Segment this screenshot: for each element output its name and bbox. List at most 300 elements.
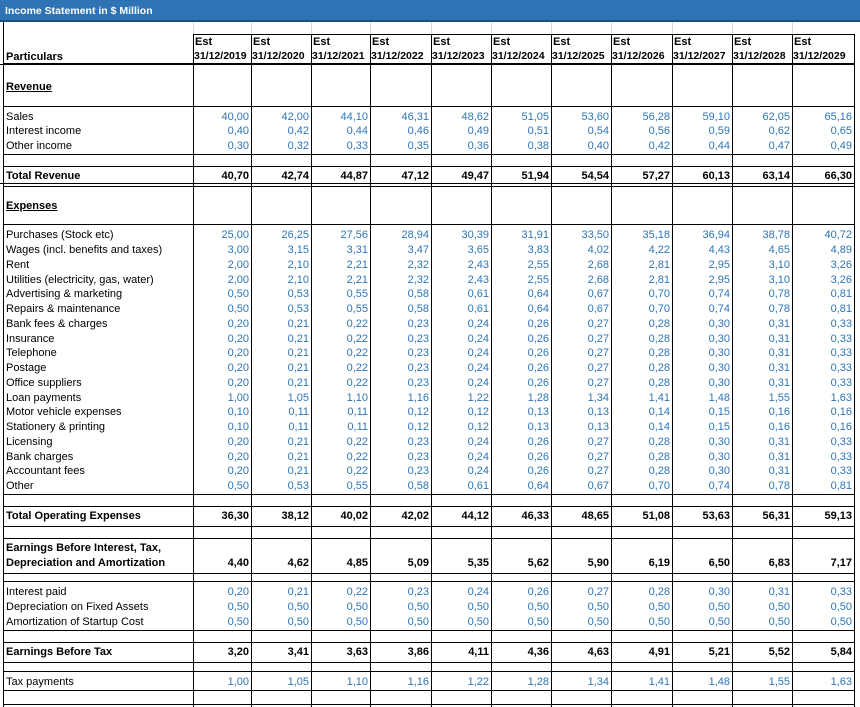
value-cell[interactable]: 42,74 bbox=[281, 170, 309, 182]
value-cell[interactable]: 0,23 bbox=[407, 377, 429, 389]
value-cell[interactable]: 2,10 bbox=[287, 274, 309, 286]
value-cell[interactable]: 0,58 bbox=[407, 303, 429, 315]
value-cell[interactable]: 60,13 bbox=[702, 170, 730, 182]
value-cell[interactable]: 26,25 bbox=[281, 229, 309, 241]
value-cell[interactable]: 0,50 bbox=[648, 616, 670, 628]
value-cell[interactable]: 0,44 bbox=[346, 125, 368, 137]
value-cell[interactable]: 0,21 bbox=[287, 318, 309, 330]
value-cell[interactable]: 0,22 bbox=[346, 436, 368, 448]
value-cell[interactable]: 2,21 bbox=[346, 259, 368, 271]
value-cell[interactable]: 0,12 bbox=[467, 406, 489, 418]
value-cell[interactable]: 0,28 bbox=[648, 586, 670, 598]
value-cell[interactable]: 3,41 bbox=[287, 646, 309, 658]
value-cell[interactable]: 2,32 bbox=[407, 259, 429, 271]
value-cell[interactable]: 53,63 bbox=[702, 510, 730, 522]
value-cell[interactable]: 1,00 bbox=[227, 392, 249, 404]
value-cell[interactable]: 0,22 bbox=[346, 451, 368, 463]
value-cell[interactable]: 0,81 bbox=[830, 288, 852, 300]
value-cell[interactable]: 0,21 bbox=[287, 465, 309, 477]
value-cell[interactable]: 0,16 bbox=[768, 421, 790, 433]
value-cell[interactable]: 0,13 bbox=[587, 421, 609, 433]
value-cell[interactable]: 0,53 bbox=[287, 303, 309, 315]
value-cell[interactable]: 0,24 bbox=[467, 347, 489, 359]
value-cell[interactable]: 0,13 bbox=[587, 406, 609, 418]
value-cell[interactable]: 0,33 bbox=[830, 377, 852, 389]
value-cell[interactable]: 42,00 bbox=[281, 111, 309, 123]
value-cell[interactable]: 3,31 bbox=[346, 244, 368, 256]
value-cell[interactable]: 2,43 bbox=[467, 274, 489, 286]
value-cell[interactable]: 0,16 bbox=[830, 421, 852, 433]
value-cell[interactable]: 0,53 bbox=[287, 480, 309, 492]
value-cell[interactable]: 0,23 bbox=[407, 333, 429, 345]
value-cell[interactable]: 46,31 bbox=[401, 111, 429, 123]
value-cell[interactable]: 1,16 bbox=[407, 676, 429, 688]
value-cell[interactable]: 0,28 bbox=[648, 362, 670, 374]
value-cell[interactable]: 0,24 bbox=[467, 451, 489, 463]
value-cell[interactable]: 0,59 bbox=[708, 125, 730, 137]
value-cell[interactable]: 47,12 bbox=[401, 170, 429, 182]
value-cell[interactable]: 0,22 bbox=[346, 586, 368, 598]
value-cell[interactable]: 0,14 bbox=[648, 406, 670, 418]
value-cell[interactable]: 3,65 bbox=[467, 244, 489, 256]
value-cell[interactable]: 0,26 bbox=[527, 318, 549, 330]
value-cell[interactable]: 0,50 bbox=[648, 601, 670, 613]
value-cell[interactable]: 0,27 bbox=[587, 436, 609, 448]
value-cell[interactable]: 5,84 bbox=[830, 646, 852, 658]
value-cell[interactable]: 0,55 bbox=[346, 288, 368, 300]
value-cell[interactable]: 0,12 bbox=[407, 406, 429, 418]
value-cell[interactable]: 0,81 bbox=[830, 480, 852, 492]
value-cell[interactable]: 44,10 bbox=[340, 111, 368, 123]
value-cell[interactable]: 0,27 bbox=[587, 362, 609, 374]
value-cell[interactable]: 0,16 bbox=[830, 406, 852, 418]
value-cell[interactable]: 0,27 bbox=[587, 347, 609, 359]
value-cell[interactable]: 4,91 bbox=[648, 646, 670, 658]
value-cell[interactable]: 0,64 bbox=[527, 480, 549, 492]
value-cell[interactable]: 3,15 bbox=[287, 244, 309, 256]
value-cell[interactable]: 2,95 bbox=[708, 274, 730, 286]
value-cell[interactable]: 56,28 bbox=[642, 111, 670, 123]
value-cell[interactable]: 0,50 bbox=[227, 616, 249, 628]
value-cell[interactable]: 0,30 bbox=[708, 451, 730, 463]
value-cell[interactable]: 0,67 bbox=[587, 303, 609, 315]
value-cell[interactable]: 0,40 bbox=[587, 140, 609, 152]
value-cell[interactable]: 0,42 bbox=[287, 125, 309, 137]
value-cell[interactable]: 0,20 bbox=[227, 333, 249, 345]
value-cell[interactable]: 0,22 bbox=[346, 347, 368, 359]
value-cell[interactable]: 0,74 bbox=[708, 303, 730, 315]
value-cell[interactable]: 0,64 bbox=[527, 288, 549, 300]
value-cell[interactable]: 2,32 bbox=[407, 274, 429, 286]
value-cell[interactable]: 0,27 bbox=[587, 333, 609, 345]
value-cell[interactable]: 1,63 bbox=[830, 392, 852, 404]
value-cell[interactable]: 51,94 bbox=[521, 170, 549, 182]
value-cell[interactable]: 0,26 bbox=[527, 377, 549, 389]
value-cell[interactable]: 0,31 bbox=[768, 451, 790, 463]
value-cell[interactable]: 0,20 bbox=[227, 377, 249, 389]
value-cell[interactable]: 0,13 bbox=[527, 421, 549, 433]
value-cell[interactable]: 0,33 bbox=[830, 318, 852, 330]
value-cell[interactable]: 0,16 bbox=[768, 406, 790, 418]
value-cell[interactable]: 0,33 bbox=[830, 451, 852, 463]
value-cell[interactable]: 0,28 bbox=[648, 465, 670, 477]
value-cell[interactable]: 0,74 bbox=[708, 288, 730, 300]
value-cell[interactable]: 0,50 bbox=[830, 616, 852, 628]
value-cell[interactable]: 48,62 bbox=[461, 111, 489, 123]
value-cell[interactable]: 4,02 bbox=[587, 244, 609, 256]
value-cell[interactable]: 59,13 bbox=[824, 510, 852, 522]
value-cell[interactable]: 0,55 bbox=[346, 303, 368, 315]
value-cell[interactable]: 0,51 bbox=[527, 125, 549, 137]
value-cell[interactable]: 1,28 bbox=[527, 676, 549, 688]
value-cell[interactable]: 1,41 bbox=[648, 676, 670, 688]
value-cell[interactable]: 0,21 bbox=[287, 333, 309, 345]
value-cell[interactable]: 0,78 bbox=[768, 480, 790, 492]
value-cell[interactable]: 0,44 bbox=[708, 140, 730, 152]
value-cell[interactable]: 0,49 bbox=[830, 140, 852, 152]
value-cell[interactable]: 4,22 bbox=[648, 244, 670, 256]
value-cell[interactable]: 0,15 bbox=[708, 421, 730, 433]
value-cell[interactable]: 35,18 bbox=[642, 229, 670, 241]
value-cell[interactable]: 0,31 bbox=[768, 318, 790, 330]
value-cell[interactable]: 0,31 bbox=[768, 347, 790, 359]
value-cell[interactable]: 4,63 bbox=[587, 646, 609, 658]
value-cell[interactable]: 0,54 bbox=[587, 125, 609, 137]
value-cell[interactable]: 33,50 bbox=[581, 229, 609, 241]
value-cell[interactable]: 27,56 bbox=[340, 229, 368, 241]
value-cell[interactable]: 3,10 bbox=[768, 274, 790, 286]
value-cell[interactable]: 0,33 bbox=[830, 347, 852, 359]
value-cell[interactable]: 0,24 bbox=[467, 377, 489, 389]
value-cell[interactable]: 0,24 bbox=[467, 465, 489, 477]
value-cell[interactable]: 1,05 bbox=[287, 676, 309, 688]
value-cell[interactable]: 0,50 bbox=[467, 616, 489, 628]
value-cell[interactable]: 0,28 bbox=[648, 436, 670, 448]
value-cell[interactable]: 0,50 bbox=[768, 616, 790, 628]
value-cell[interactable]: 0,20 bbox=[227, 436, 249, 448]
value-cell[interactable]: 0,22 bbox=[346, 318, 368, 330]
value-cell[interactable]: 0,61 bbox=[467, 303, 489, 315]
value-cell[interactable]: 40,72 bbox=[824, 229, 852, 241]
value-cell[interactable]: 0,33 bbox=[830, 436, 852, 448]
value-cell[interactable]: 0,26 bbox=[527, 586, 549, 598]
value-cell[interactable]: 0,56 bbox=[648, 125, 670, 137]
value-cell[interactable]: 0,31 bbox=[768, 586, 790, 598]
value-cell[interactable]: 36,30 bbox=[221, 510, 249, 522]
value-cell[interactable]: 0,14 bbox=[648, 421, 670, 433]
value-cell[interactable]: 1,28 bbox=[527, 392, 549, 404]
value-cell[interactable]: 0,50 bbox=[708, 601, 730, 613]
value-cell[interactable]: 2,68 bbox=[587, 259, 609, 271]
value-cell[interactable]: 0,26 bbox=[527, 347, 549, 359]
value-cell[interactable]: 4,43 bbox=[708, 244, 730, 256]
value-cell[interactable]: 0,28 bbox=[648, 333, 670, 345]
value-cell[interactable]: 0,30 bbox=[708, 333, 730, 345]
value-cell[interactable]: 2,81 bbox=[648, 274, 670, 286]
value-cell[interactable]: 4,65 bbox=[768, 244, 790, 256]
value-cell[interactable]: 0,50 bbox=[830, 601, 852, 613]
value-cell[interactable]: 1,34 bbox=[587, 676, 609, 688]
value-cell[interactable]: 0,11 bbox=[288, 406, 309, 418]
value-cell[interactable]: 0,21 bbox=[287, 436, 309, 448]
value-cell[interactable]: 44,87 bbox=[340, 170, 368, 182]
value-cell[interactable]: 0,23 bbox=[407, 347, 429, 359]
value-cell[interactable]: 0,47 bbox=[768, 140, 790, 152]
value-cell[interactable]: 63,14 bbox=[762, 170, 790, 182]
value-cell[interactable]: 3,26 bbox=[830, 259, 852, 271]
value-cell[interactable]: 0,30 bbox=[708, 377, 730, 389]
value-cell[interactable]: 0,49 bbox=[467, 125, 489, 137]
value-cell[interactable]: 0,38 bbox=[527, 140, 549, 152]
value-cell[interactable]: 5,90 bbox=[587, 557, 609, 569]
value-cell[interactable]: 4,36 bbox=[527, 646, 549, 658]
value-cell[interactable]: 6,50 bbox=[708, 557, 730, 569]
value-cell[interactable]: 0,26 bbox=[527, 465, 549, 477]
value-cell[interactable]: 0,26 bbox=[527, 436, 549, 448]
value-cell[interactable]: 4,62 bbox=[287, 557, 309, 569]
value-cell[interactable]: 66,30 bbox=[824, 170, 852, 182]
value-cell[interactable]: 0,24 bbox=[467, 436, 489, 448]
value-cell[interactable]: 0,33 bbox=[830, 586, 852, 598]
value-cell[interactable]: 3,00 bbox=[227, 244, 249, 256]
value-cell[interactable]: 0,27 bbox=[587, 318, 609, 330]
value-cell[interactable]: 0,50 bbox=[768, 601, 790, 613]
value-cell[interactable]: 0,23 bbox=[407, 362, 429, 374]
value-cell[interactable]: 46,33 bbox=[521, 510, 549, 522]
value-cell[interactable]: 1,05 bbox=[287, 392, 309, 404]
value-cell[interactable]: 1,34 bbox=[587, 392, 609, 404]
value-cell[interactable]: 0,24 bbox=[467, 586, 489, 598]
value-cell[interactable]: 0,50 bbox=[227, 303, 249, 315]
value-cell[interactable]: 0,32 bbox=[287, 140, 309, 152]
value-cell[interactable]: 0,27 bbox=[587, 586, 609, 598]
value-cell[interactable]: 3,63 bbox=[346, 646, 368, 658]
value-cell[interactable]: 0,27 bbox=[587, 451, 609, 463]
value-cell[interactable]: 0,27 bbox=[587, 377, 609, 389]
value-cell[interactable]: 49,47 bbox=[461, 170, 489, 182]
value-cell[interactable]: 0,65 bbox=[830, 125, 852, 137]
value-cell[interactable]: 0,78 bbox=[768, 303, 790, 315]
value-cell[interactable]: 0,50 bbox=[467, 601, 489, 613]
value-cell[interactable]: 0,35 bbox=[407, 140, 429, 152]
value-cell[interactable]: 0,20 bbox=[227, 318, 249, 330]
value-cell[interactable]: 0,30 bbox=[708, 465, 730, 477]
value-cell[interactable]: 0,15 bbox=[708, 406, 730, 418]
value-cell[interactable]: 0,10 bbox=[227, 421, 249, 433]
value-cell[interactable]: 0,50 bbox=[346, 616, 368, 628]
title-bar[interactable] bbox=[0, 0, 860, 22]
value-cell[interactable]: 2,55 bbox=[527, 274, 549, 286]
value-cell[interactable]: 2,00 bbox=[227, 274, 249, 286]
value-cell[interactable]: 36,94 bbox=[702, 229, 730, 241]
value-cell[interactable]: 0,55 bbox=[346, 480, 368, 492]
value-cell[interactable]: 4,40 bbox=[227, 557, 249, 569]
value-cell[interactable]: 5,09 bbox=[407, 557, 429, 569]
value-cell[interactable]: 5,35 bbox=[467, 557, 489, 569]
value-cell[interactable]: 3,47 bbox=[407, 244, 429, 256]
value-cell[interactable]: 28,94 bbox=[401, 229, 429, 241]
value-cell[interactable]: 0,67 bbox=[587, 288, 609, 300]
value-cell[interactable]: 40,02 bbox=[340, 510, 368, 522]
value-cell[interactable]: 0,24 bbox=[467, 362, 489, 374]
value-cell[interactable]: 0,50 bbox=[287, 616, 309, 628]
value-cell[interactable]: 65,16 bbox=[824, 111, 852, 123]
value-cell[interactable]: 3,20 bbox=[227, 646, 249, 658]
value-cell[interactable]: 0,30 bbox=[227, 140, 249, 152]
value-cell[interactable]: 0,30 bbox=[708, 586, 730, 598]
value-cell[interactable]: 6,19 bbox=[648, 557, 670, 569]
value-cell[interactable]: 0,70 bbox=[648, 480, 670, 492]
value-cell[interactable]: 0,26 bbox=[527, 362, 549, 374]
value-cell[interactable]: 1,00 bbox=[227, 676, 249, 688]
value-cell[interactable]: 0,22 bbox=[346, 377, 368, 389]
value-cell[interactable]: 2,55 bbox=[527, 259, 549, 271]
value-cell[interactable]: 0,11 bbox=[288, 421, 309, 433]
value-cell[interactable]: 0,22 bbox=[346, 465, 368, 477]
value-cell[interactable]: 0,21 bbox=[287, 586, 309, 598]
value-cell[interactable]: 56,31 bbox=[762, 510, 790, 522]
value-cell[interactable]: 1,48 bbox=[708, 392, 730, 404]
value-cell[interactable]: 0,50 bbox=[287, 601, 309, 613]
value-cell[interactable]: 0,20 bbox=[227, 362, 249, 374]
value-cell[interactable]: 0,33 bbox=[346, 140, 368, 152]
value-cell[interactable]: 0,20 bbox=[227, 586, 249, 598]
value-cell[interactable]: 0,12 bbox=[467, 421, 489, 433]
value-cell[interactable]: 0,46 bbox=[407, 125, 429, 137]
value-cell[interactable]: 0,81 bbox=[830, 303, 852, 315]
value-cell[interactable]: 0,50 bbox=[407, 616, 429, 628]
value-cell[interactable]: 0,30 bbox=[708, 436, 730, 448]
value-cell[interactable]: 0,20 bbox=[227, 465, 249, 477]
value-cell[interactable]: 7,17 bbox=[830, 557, 852, 569]
value-cell[interactable]: 31,91 bbox=[521, 229, 549, 241]
value-cell[interactable]: 0,50 bbox=[587, 616, 609, 628]
value-cell[interactable]: 0,21 bbox=[287, 347, 309, 359]
value-cell[interactable]: 5,21 bbox=[708, 646, 730, 658]
value-cell[interactable]: 0,33 bbox=[830, 465, 852, 477]
value-cell[interactable]: 1,22 bbox=[467, 676, 489, 688]
value-cell[interactable]: 51,08 bbox=[642, 510, 670, 522]
value-cell[interactable]: 0,22 bbox=[346, 362, 368, 374]
value-cell[interactable]: 0,50 bbox=[708, 616, 730, 628]
value-cell[interactable]: 0,21 bbox=[287, 377, 309, 389]
value-cell[interactable]: 0,12 bbox=[407, 421, 429, 433]
value-cell[interactable]: 1,16 bbox=[407, 392, 429, 404]
value-cell[interactable]: 62,05 bbox=[762, 111, 790, 123]
value-cell[interactable]: 0,23 bbox=[407, 586, 429, 598]
value-cell[interactable]: 42,02 bbox=[401, 510, 429, 522]
value-cell[interactable]: 0,58 bbox=[407, 480, 429, 492]
value-cell[interactable]: 0,24 bbox=[467, 318, 489, 330]
value-cell[interactable]: 0,28 bbox=[648, 451, 670, 463]
value-cell[interactable]: 0,30 bbox=[708, 347, 730, 359]
value-cell[interactable]: 0,20 bbox=[227, 451, 249, 463]
value-cell[interactable]: 0,70 bbox=[648, 288, 670, 300]
value-cell[interactable]: 3,83 bbox=[527, 244, 549, 256]
value-cell[interactable]: 0,23 bbox=[407, 451, 429, 463]
value-cell[interactable]: 3,86 bbox=[407, 646, 429, 658]
value-cell[interactable]: 0,50 bbox=[227, 480, 249, 492]
value-cell[interactable]: 0,36 bbox=[467, 140, 489, 152]
value-cell[interactable]: 0,61 bbox=[467, 288, 489, 300]
value-cell[interactable]: 30,39 bbox=[461, 229, 489, 241]
value-cell[interactable]: 4,85 bbox=[346, 557, 368, 569]
value-cell[interactable]: 6,83 bbox=[768, 557, 790, 569]
value-cell[interactable]: 48,65 bbox=[581, 510, 609, 522]
value-cell[interactable]: 0,20 bbox=[227, 347, 249, 359]
value-cell[interactable]: 0,50 bbox=[407, 601, 429, 613]
value-cell[interactable]: 2,10 bbox=[287, 259, 309, 271]
value-cell[interactable]: 0,31 bbox=[768, 362, 790, 374]
value-cell[interactable]: 0,31 bbox=[768, 377, 790, 389]
value-cell[interactable]: 0,11 bbox=[347, 406, 368, 418]
value-cell[interactable]: 4,89 bbox=[830, 244, 852, 256]
value-cell[interactable]: 0,50 bbox=[227, 288, 249, 300]
value-cell[interactable]: 5,62 bbox=[527, 557, 549, 569]
value-cell[interactable]: 0,13 bbox=[527, 406, 549, 418]
value-cell[interactable]: 0,23 bbox=[407, 318, 429, 330]
value-cell[interactable]: 0,33 bbox=[830, 333, 852, 345]
value-cell[interactable]: 0,21 bbox=[287, 451, 309, 463]
value-cell[interactable]: 0,50 bbox=[587, 601, 609, 613]
value-cell[interactable]: 0,62 bbox=[768, 125, 790, 137]
value-cell[interactable]: 0,50 bbox=[227, 601, 249, 613]
value-cell[interactable]: 0,40 bbox=[227, 125, 249, 137]
value-cell[interactable]: 0,50 bbox=[527, 601, 549, 613]
value-cell[interactable]: 0,31 bbox=[768, 333, 790, 345]
value-cell[interactable]: 0,10 bbox=[227, 406, 249, 418]
value-cell[interactable]: 0,42 bbox=[648, 140, 670, 152]
value-cell[interactable]: 38,12 bbox=[281, 510, 309, 522]
value-cell[interactable]: 0,67 bbox=[587, 480, 609, 492]
value-cell[interactable]: 54,54 bbox=[581, 170, 609, 182]
value-cell[interactable]: 0,11 bbox=[347, 421, 368, 433]
value-cell[interactable]: 59,10 bbox=[702, 111, 730, 123]
value-cell[interactable]: 0,30 bbox=[708, 318, 730, 330]
value-cell[interactable]: 57,27 bbox=[642, 170, 670, 182]
value-cell[interactable]: 3,26 bbox=[830, 274, 852, 286]
value-cell[interactable]: 1,10 bbox=[346, 392, 368, 404]
value-cell[interactable]: 0,31 bbox=[768, 436, 790, 448]
value-cell[interactable]: 0,26 bbox=[527, 333, 549, 345]
value-cell[interactable]: 0,30 bbox=[708, 362, 730, 374]
value-cell[interactable]: 44,12 bbox=[461, 510, 489, 522]
value-cell[interactable]: 0,24 bbox=[467, 333, 489, 345]
value-cell[interactable]: 2,00 bbox=[227, 259, 249, 271]
value-cell[interactable]: 1,22 bbox=[467, 392, 489, 404]
value-cell[interactable]: 53,60 bbox=[581, 111, 609, 123]
value-cell[interactable]: 51,05 bbox=[521, 111, 549, 123]
value-cell[interactable]: 0,28 bbox=[648, 318, 670, 330]
value-cell[interactable]: 0,23 bbox=[407, 436, 429, 448]
value-cell[interactable]: 0,21 bbox=[287, 362, 309, 374]
value-cell[interactable]: 25,00 bbox=[221, 229, 249, 241]
value-cell[interactable]: 2,21 bbox=[346, 274, 368, 286]
value-cell[interactable]: 0,28 bbox=[648, 347, 670, 359]
value-cell[interactable]: 2,81 bbox=[648, 259, 670, 271]
value-cell[interactable]: 1,10 bbox=[346, 676, 368, 688]
value-cell[interactable]: 1,55 bbox=[768, 392, 790, 404]
value-cell[interactable]: 0,58 bbox=[407, 288, 429, 300]
value-cell[interactable]: 40,70 bbox=[221, 170, 249, 182]
value-cell[interactable]: 0,78 bbox=[768, 288, 790, 300]
value-cell[interactable]: 1,41 bbox=[648, 392, 670, 404]
value-cell[interactable]: 1,48 bbox=[708, 676, 730, 688]
value-cell[interactable]: 0,22 bbox=[346, 333, 368, 345]
value-cell[interactable]: 5,52 bbox=[768, 646, 790, 658]
value-cell[interactable]: 0,33 bbox=[830, 362, 852, 374]
value-cell[interactable]: 0,28 bbox=[648, 377, 670, 389]
